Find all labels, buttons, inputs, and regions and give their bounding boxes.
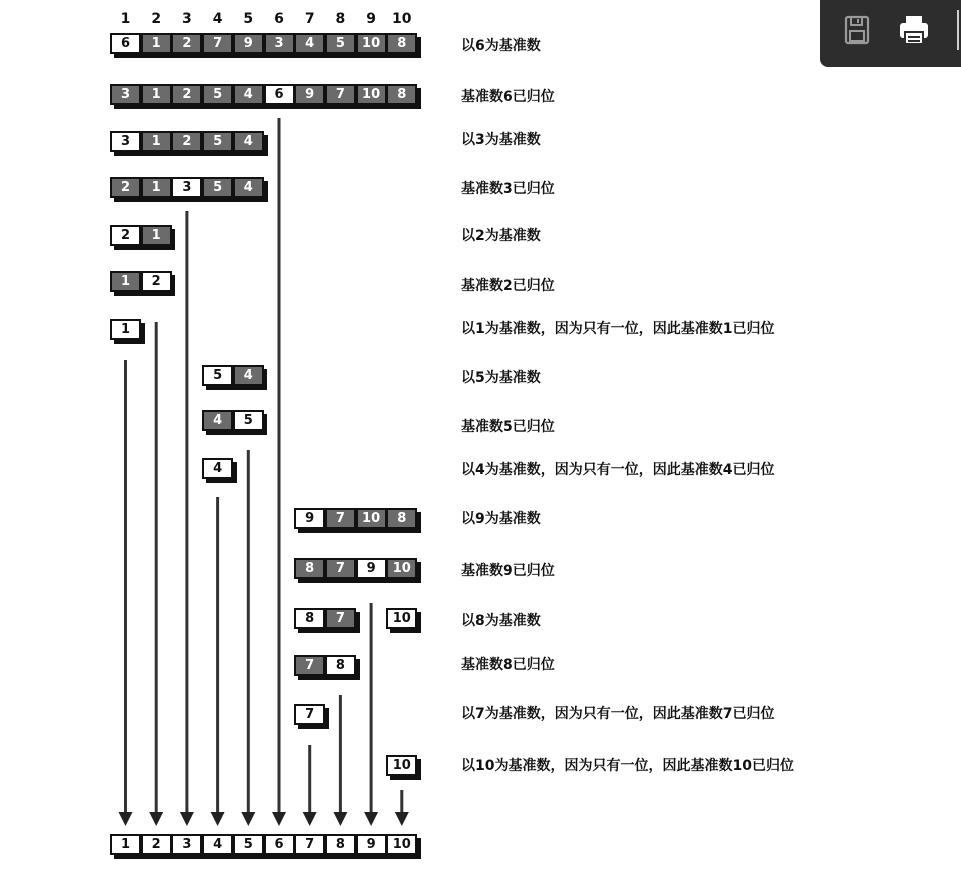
step-description: 基准数8已归位 bbox=[461, 657, 555, 673]
save-icon[interactable] bbox=[840, 12, 876, 48]
array-cell-highlight: 8 bbox=[325, 655, 356, 676]
array-cell-highlight: 4 bbox=[202, 834, 233, 855]
array-cell: 4 bbox=[202, 410, 233, 431]
array-cell: 10 bbox=[386, 558, 417, 579]
array-cell: 10 bbox=[356, 84, 387, 105]
array-cell: 1 bbox=[141, 131, 172, 152]
step-description: 以8为基准数 bbox=[461, 613, 541, 629]
array-cell-highlight: 7 bbox=[294, 834, 325, 855]
array-cell: 8 bbox=[386, 33, 417, 54]
array-cell: 1 bbox=[141, 225, 172, 246]
index-label: 7 bbox=[304, 11, 315, 27]
index-label: 6 bbox=[274, 11, 284, 27]
array-cell: 7 bbox=[325, 608, 356, 629]
step-description: 以10为基准数，因为只有一位，因此基准数10已归位 bbox=[461, 758, 794, 774]
array-cell: 2 bbox=[171, 131, 202, 152]
step-description: 基准数9已归位 bbox=[461, 563, 555, 579]
array-cell: 2 bbox=[171, 84, 202, 105]
arrow-head bbox=[149, 812, 163, 826]
array-cell: 5 bbox=[202, 84, 233, 105]
array-cell: 4 bbox=[233, 177, 264, 198]
array-cell: 1 bbox=[141, 33, 172, 54]
arrow-head bbox=[180, 812, 194, 826]
array-cell-highlight: 4 bbox=[202, 458, 233, 479]
arrow-head bbox=[272, 812, 286, 826]
index-label: 9 bbox=[366, 11, 376, 27]
array-cell: 7 bbox=[202, 33, 233, 54]
array-cell: 8 bbox=[294, 558, 325, 579]
step-description: 以7为基准数，因为只有一位，因此基准数7已归位 bbox=[461, 706, 775, 722]
array-cell-highlight: 5 bbox=[233, 834, 264, 855]
step-description: 基准数2已归位 bbox=[461, 278, 555, 294]
array-cell: 8 bbox=[386, 508, 417, 529]
array-cell: 7 bbox=[294, 655, 325, 676]
array-cell-highlight: 9 bbox=[356, 558, 387, 579]
step-description: 以6为基准数 bbox=[461, 38, 541, 54]
arrow-head bbox=[303, 812, 317, 826]
array-cell-highlight: 10 bbox=[386, 608, 417, 629]
step-description: 基准数3已归位 bbox=[461, 181, 555, 197]
array-cell: 5 bbox=[202, 131, 233, 152]
array-cell-highlight: 3 bbox=[110, 131, 141, 152]
index-label: 4 bbox=[212, 11, 223, 27]
array-cell-highlight: 5 bbox=[202, 365, 233, 386]
array-cell: 10 bbox=[356, 508, 387, 529]
array-cell: 1 bbox=[141, 177, 172, 198]
arrow-head bbox=[395, 812, 409, 826]
array-cell-highlight: 3 bbox=[171, 177, 202, 198]
array-cell: 9 bbox=[233, 33, 264, 54]
array-cell-highlight: 2 bbox=[110, 225, 141, 246]
array-cell: 7 bbox=[325, 84, 356, 105]
array-cell-highlight: 1 bbox=[110, 834, 141, 855]
array-cell: 9 bbox=[294, 84, 325, 105]
array-cell: 7 bbox=[325, 508, 356, 529]
toolbar-separator bbox=[957, 10, 959, 50]
array-cell-highlight: 9 bbox=[356, 834, 387, 855]
array-cell-highlight: 10 bbox=[386, 755, 417, 776]
array-cell-highlight: 9 bbox=[294, 508, 325, 529]
array-cell-highlight: 6 bbox=[264, 834, 295, 855]
index-label: 10 bbox=[392, 11, 412, 27]
array-cell: 2 bbox=[171, 33, 202, 54]
index-label: 3 bbox=[182, 11, 192, 27]
print-icon[interactable] bbox=[896, 12, 932, 48]
step-description: 以2为基准数 bbox=[461, 228, 541, 244]
array-cell-highlight: 10 bbox=[386, 834, 417, 855]
array-cell: 2 bbox=[110, 177, 141, 198]
array-cell-highlight: 8 bbox=[294, 608, 325, 629]
arrow-head bbox=[333, 812, 347, 826]
array-cell: 3 bbox=[110, 84, 141, 105]
step-description: 以5为基准数 bbox=[461, 370, 541, 386]
array-cell-highlight: 6 bbox=[110, 33, 141, 54]
array-cell-highlight: 1 bbox=[110, 319, 141, 340]
index-label: 5 bbox=[243, 11, 254, 27]
array-cell-highlight: 2 bbox=[141, 271, 172, 292]
array-cell: 5 bbox=[202, 177, 233, 198]
index-label: 1 bbox=[120, 11, 131, 27]
array-cell-highlight: 6 bbox=[264, 84, 295, 105]
step-description: 基准数6已归位 bbox=[461, 89, 555, 105]
index-label: 2 bbox=[151, 11, 162, 27]
step-description: 基准数5已归位 bbox=[461, 419, 555, 435]
array-cell: 1 bbox=[141, 84, 172, 105]
array-cell-highlight: 3 bbox=[171, 834, 202, 855]
array-cell: 4 bbox=[233, 365, 264, 386]
array-cell: 4 bbox=[294, 33, 325, 54]
array-cell: 3 bbox=[264, 33, 295, 54]
arrow-head bbox=[241, 812, 255, 826]
array-cell-highlight: 7 bbox=[294, 704, 325, 725]
array-cell-highlight: 5 bbox=[233, 410, 264, 431]
index-label: 8 bbox=[335, 11, 346, 27]
arrow-head bbox=[364, 812, 378, 826]
step-description: 以1为基准数，因为只有一位，因此基准数1已归位 bbox=[461, 321, 775, 337]
array-cell: 4 bbox=[233, 131, 264, 152]
array-cell: 1 bbox=[110, 271, 141, 292]
array-cell: 4 bbox=[233, 84, 264, 105]
array-cell-highlight: 2 bbox=[141, 834, 172, 855]
arrow-head bbox=[119, 812, 133, 826]
array-cell: 8 bbox=[386, 84, 417, 105]
step-description: 以3为基准数 bbox=[461, 132, 541, 148]
array-cell: 5 bbox=[325, 33, 356, 54]
step-description: 以4为基准数，因为只有一位，因此基准数4已归位 bbox=[461, 462, 775, 478]
array-cell-highlight: 8 bbox=[325, 834, 356, 855]
step-description: 以9为基准数 bbox=[461, 511, 541, 527]
array-cell: 10 bbox=[356, 33, 387, 54]
viewer-toolbar bbox=[820, 0, 961, 67]
arrow-head bbox=[211, 812, 225, 826]
array-cell: 7 bbox=[325, 558, 356, 579]
